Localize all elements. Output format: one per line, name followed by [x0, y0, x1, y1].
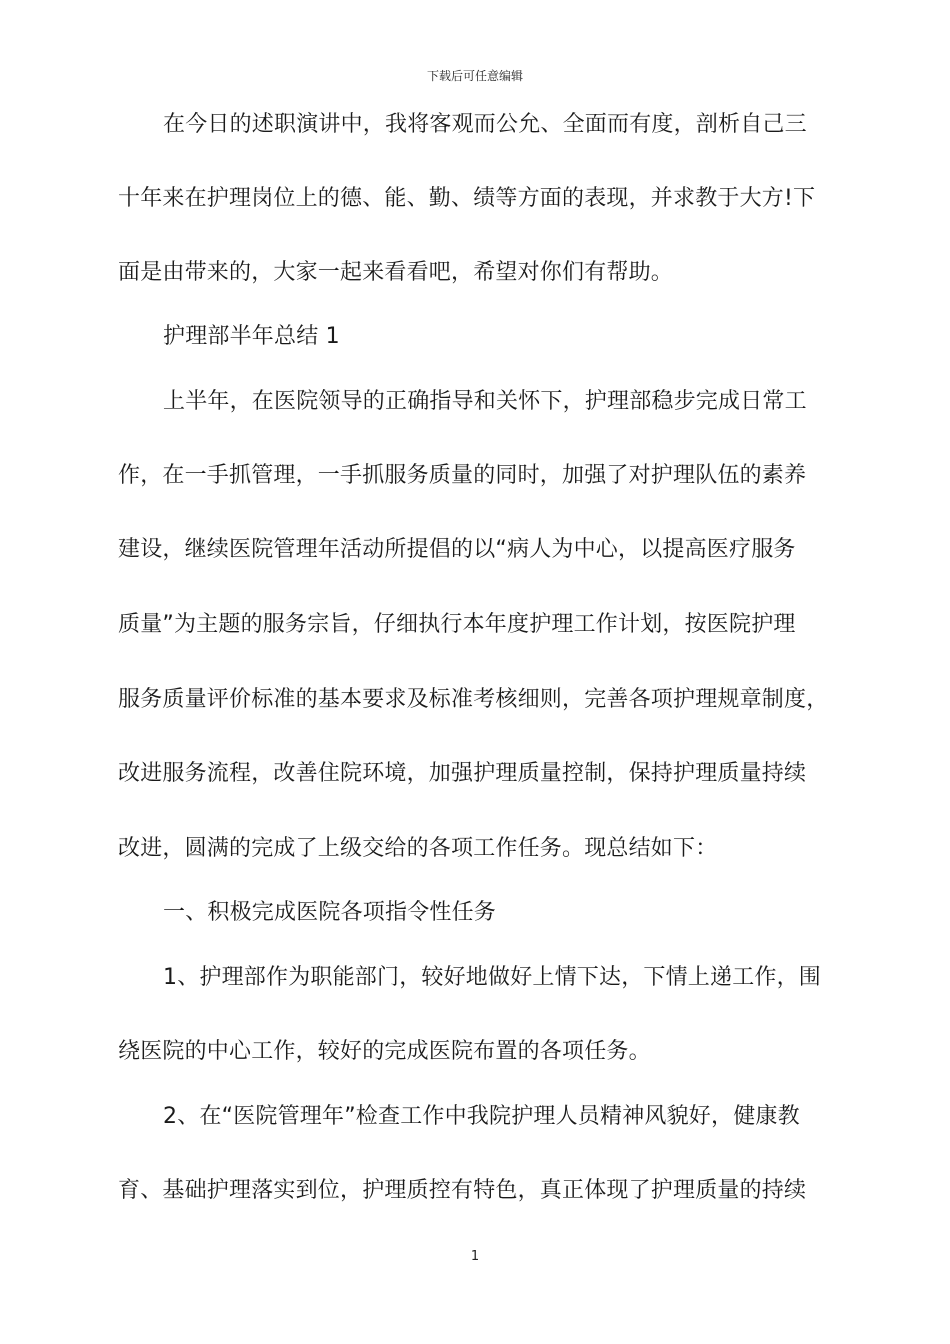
section-heading: 护理部半年总结 1: [163, 324, 340, 349]
paragraph-line: 上半年，在医院领导的正确指导和关怀下，护理部稳步完成日常工: [163, 389, 807, 414]
paragraph-line: 2、在“医院管理年”检查工作中我院护理人员精神风貌好，健康教: [163, 1104, 800, 1129]
paragraph-line: 在今日的述职演讲中，我将客观而公允、全面而有度，剖析自己三: [163, 112, 807, 137]
paragraph-line: 服务质量评价标准的基本要求及标准考核细则，完善各项护理规章制度，: [118, 687, 829, 712]
paragraph-line: 作，在一手抓管理，一手抓服务质量的同时，加强了对护理队伍的素养: [118, 463, 807, 488]
paragraph-line: 绕医院的中心工作，较好的完成医院布置的各项任务。: [118, 1039, 651, 1064]
paragraph-line: 育、基础护理落实到位，护理质控有特色，真正体现了护理质量的持续: [118, 1178, 807, 1203]
page-number: 1: [470, 1249, 480, 1264]
paragraph-line: 改进，圆满的完成了上级交给的各项工作任务。现总结如下：: [118, 836, 718, 861]
paragraph-line: 建设，继续医院管理年活动所提倡的以“病人为中心，以提高医疗服务: [118, 537, 796, 562]
paragraph-line: 十年来在护理岗位上的德、能、勤、绩等方面的表现，并求教于大方!下: [118, 186, 816, 211]
paragraph-line: 1、护理部作为职能部门，较好地做好上情下达，下情上递工作，围: [163, 965, 821, 990]
section-heading: 一、积极完成医院各项指令性任务: [163, 900, 497, 925]
download-edit-note: 下载后可任意编辑: [426, 69, 523, 83]
paragraph-line: 质量”为主题的服务宗旨，仔细执行本年度护理工作计划，按医院护理: [118, 612, 796, 637]
paragraph-line: 面是由带来的，大家一起来看看吧，希望对你们有帮助。: [118, 260, 674, 285]
paragraph-line: 改进服务流程，改善住院环境，加强护理质量控制，保持护理质量持续: [118, 761, 807, 786]
